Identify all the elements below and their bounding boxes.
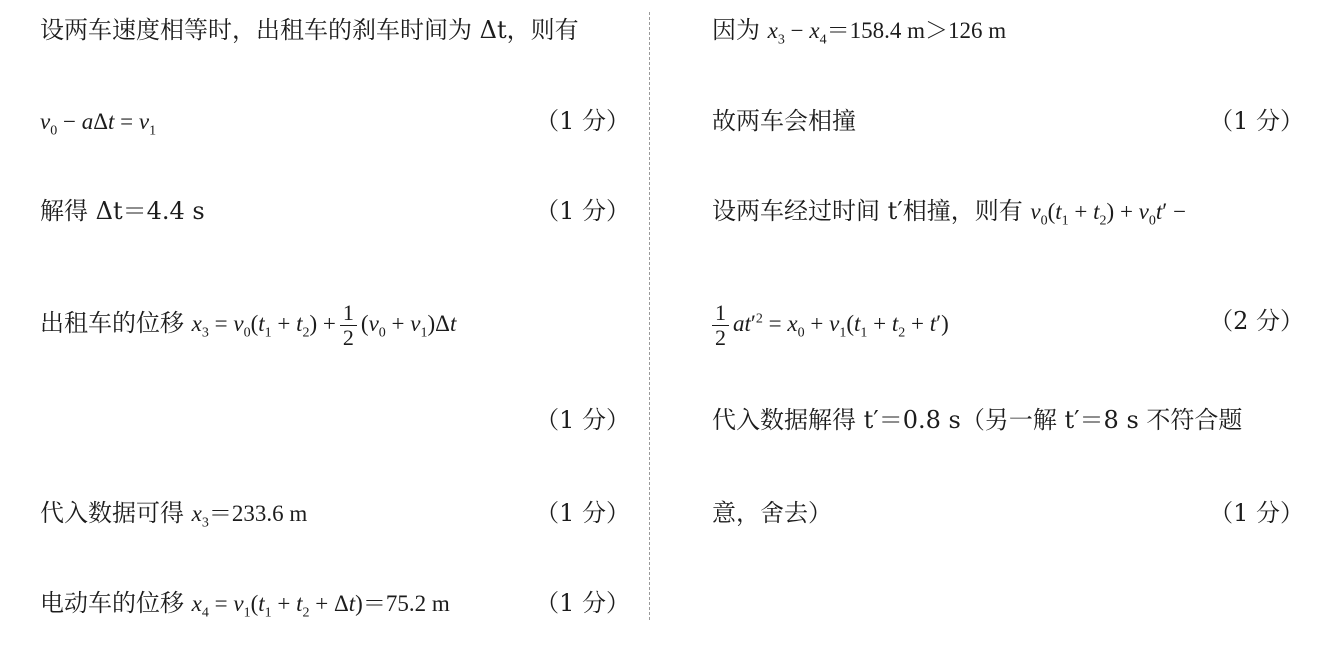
equation-velocity: $v_0 - a\Delta t = v_1$ <box>40 109 157 139</box>
text-label: 故两车会相撞 <box>712 107 856 135</box>
left-line-5 <box>40 400 630 440</box>
equation-x4: $x_4 = v_1(t_1 + t_2 + \Delta t)=75.2$ m <box>191 591 450 621</box>
score-label: （1 分） <box>535 589 630 617</box>
equation-collision-part1: $v_0(t_1 + t_2) + v_0t'$ − <box>1030 199 1187 229</box>
text-label: 电动车的位移 <box>40 589 184 617</box>
left-column <box>40 0 630 647</box>
fraction: $\frac{1}{2}$ <box>340 301 357 350</box>
column-divider <box>649 12 650 620</box>
text-label: 意，舍去） <box>712 499 832 527</box>
right-column <box>712 0 1304 647</box>
right-line-4 <box>712 300 1304 350</box>
equation-x3-value: $x_3=233.6$ m <box>191 501 308 531</box>
right-line-6 <box>712 493 1304 533</box>
score-label: （1 分） <box>535 107 630 135</box>
right-line-5: 代入数据解得 t′＝0.8 s（另一解 t′＝8 s 不符合题 <box>712 406 1243 434</box>
right-line-1 <box>712 10 1304 50</box>
left-line-2 <box>40 101 630 141</box>
text-label: 因为 <box>712 16 760 44</box>
text-label: 出租车的位移 <box>40 308 184 337</box>
right-line-2 <box>712 101 1304 141</box>
equation-collision-part2: $\frac{1}{2}$ $at'^2 = x_0 + v_1(t_1 + t_2 + t')$ <box>712 311 949 336</box>
score-label: （1 分） <box>535 499 630 527</box>
text-label: 代入数据可得 <box>40 499 184 527</box>
left-line-6 <box>40 493 630 533</box>
score-label: （1 分） <box>1209 107 1304 135</box>
left-line-7 <box>40 583 630 623</box>
score-label: （1 分） <box>1209 499 1304 527</box>
left-line-3 <box>40 191 630 231</box>
score-label: （2 分） <box>1209 307 1304 335</box>
right-line-3 <box>712 191 1304 231</box>
fraction: $\frac{1}{2}$ <box>712 301 729 350</box>
left-line-1: 设两车速度相等时，出租车的刹车时间为 Δt，则有 <box>40 16 579 44</box>
score-label: （1 分） <box>535 197 630 225</box>
equation-x3-minus-x4: $x_3 - x_4=158.4$ m＞126 m <box>767 18 1007 48</box>
left-line-4 <box>40 300 630 350</box>
text-label: 设两车经过时间 t′相撞，则有 <box>712 197 1023 225</box>
equation-x3: $x_3 = v_0(t_1 + t_2)$ + $\frac{1}{2}$ $(v_0 + v_1)\Delta t$ <box>191 300 457 350</box>
score-label: （1 分） <box>535 406 630 434</box>
result-delta-t: 解得 Δt＝4.4 s <box>40 197 205 225</box>
